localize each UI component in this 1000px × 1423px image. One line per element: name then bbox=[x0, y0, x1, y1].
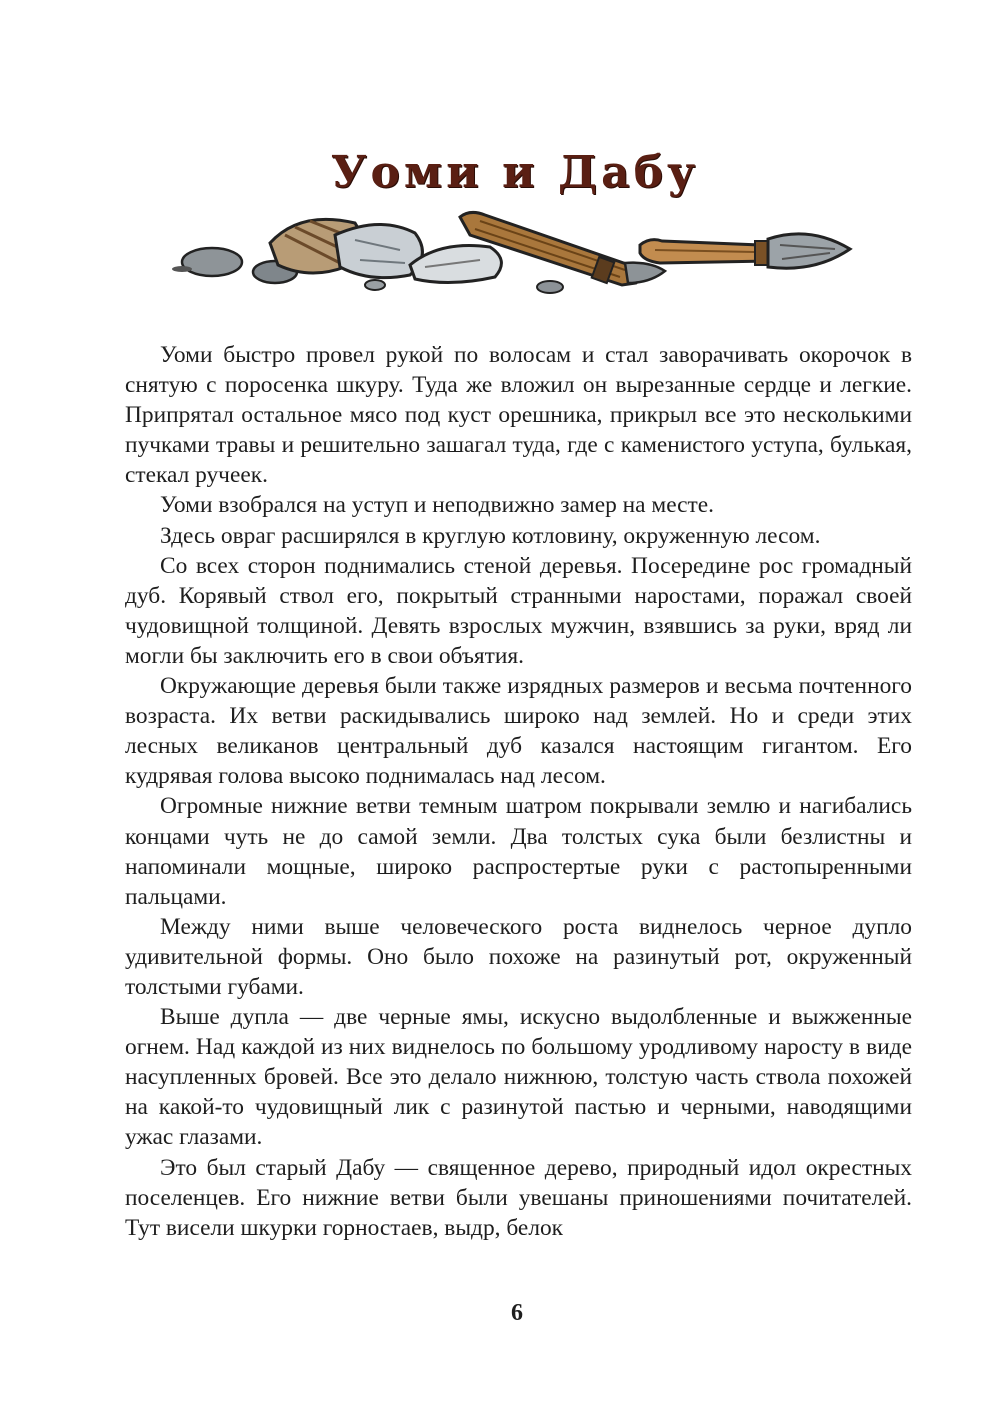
paragraph: Уоми быстро провел рукой по волосам и стал заворачивать окорочок в снятую с поросенка шкуру. Туда же вложил он вырезанные сердце и легкие. Припрятал остальное мясо под куст орешника, прикрыл все это несколькими пучками травы и решительно зашагал туда, где с каменистого уступа, булькая, стекал ручеек. bbox=[125, 342, 912, 489]
paragraph: Выше дупла — две черные ямы, искусно выдолбленные и выжженные огнем. Над каждой из них виднелось по большому уродливому наросту в виде насупленных бровей. Все это делало нижнюю, толстую часть ствола похожей на какой-то чудовищный лик с разинутой пастью и черными, наводящими ужас глазами. bbox=[125, 1004, 912, 1151]
paragraph: Окружающие деревья были также изрядных размеров и весьма почтенного возраста. Их ветви раскидывались широко над землей. Но и среди этих лесных великанов центральный дуб казался настоящим гигантом. Его кудрявая голова высоко поднималась над лесом. bbox=[125, 673, 912, 790]
page-number: 6 bbox=[511, 1300, 523, 1326]
paragraph: Это был старый Дабу — священное дерево, природный идол окрестных поселенцев. Его нижние ветви были увешаны приношениями почитателей. Тут висели шкурки горностаев, выдр, белок bbox=[125, 1154, 912, 1241]
paragraph: Здесь овраг расширялся в круглую котловину, окруженную лесом. bbox=[160, 522, 821, 549]
stone-age-tools-icon bbox=[170, 205, 860, 305]
chapter-title: Уоми и Дабу bbox=[330, 147, 700, 199]
paragraph: Между ними выше человеческого роста виднелось черное дупло удивительной формы. Оно было похоже на разинутый рот, окруженный толстыми губами. bbox=[125, 913, 912, 1000]
paragraph: Огромные нижние ветви темным шатром покрывали землю и нагибались концами чуть не до самой земли. Два толстых сука были безлистны и напоминали мощные, широко распростертые руки с растопыренными пальцами. bbox=[125, 793, 912, 910]
body-text bbox=[125, 340, 912, 1243]
paragraph: Уоми взобрался на уступ и неподвижно замер на месте. bbox=[160, 492, 715, 519]
paragraph: Со всех сторон поднимались стеной деревья. Посередине рос громадный дуб. Корявый ствол его, покрытый странными наростами, поражал своей чудовищной толщиной. Девять взрослых мужчин, взявшись за руки, вряд ли могли бы заключить его в свои объятия. bbox=[125, 552, 912, 669]
